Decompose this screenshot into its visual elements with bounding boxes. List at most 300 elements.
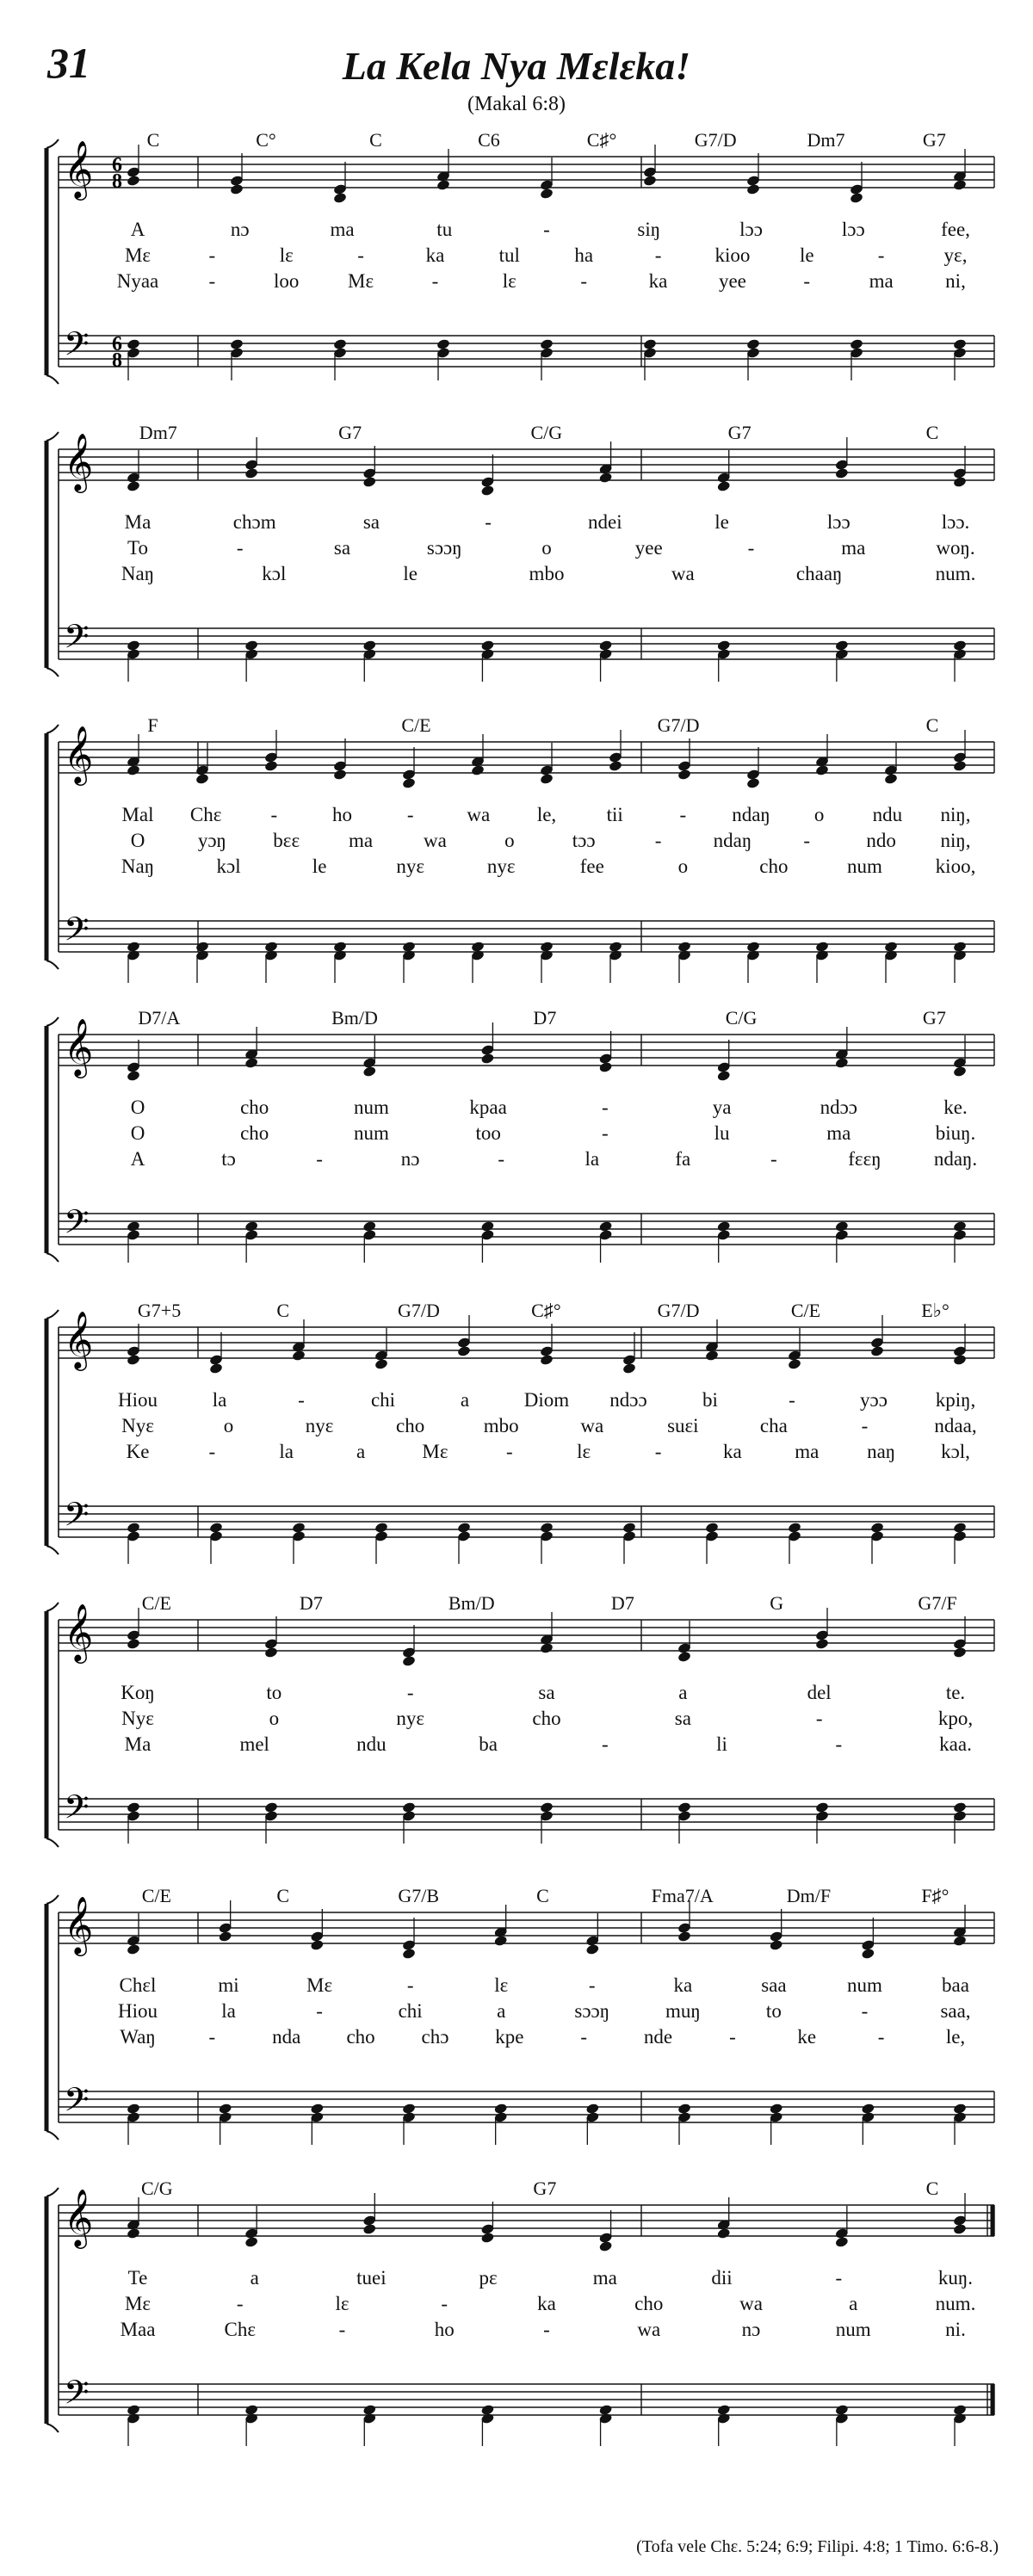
treble-notehead bbox=[716, 1070, 731, 1082]
lyric-syllable: To bbox=[127, 537, 148, 559]
chord-symbol: G7 bbox=[727, 422, 752, 443]
lyric-syllable: wa bbox=[637, 2319, 661, 2340]
treble-notehead bbox=[457, 1345, 472, 1357]
chord-symbol: C bbox=[276, 1885, 290, 1906]
lyric-hyphen: - bbox=[485, 511, 492, 533]
treble-notehead bbox=[264, 760, 279, 772]
lyric-syllable: nyɛ bbox=[486, 856, 516, 877]
chord-symbol: C bbox=[536, 1885, 549, 1906]
treble-notehead bbox=[953, 760, 968, 772]
lyric-syllable: la bbox=[279, 1441, 294, 1462]
lyric-syllable: mbo bbox=[483, 1415, 519, 1436]
lyric-verse-2 bbox=[0, 1122, 1033, 1148]
lyric-hyphen: - bbox=[338, 2319, 346, 2340]
scripture-reference: (Makal 6:8) bbox=[467, 93, 566, 115]
lyric-syllable: o bbox=[541, 537, 552, 559]
treble-notehead bbox=[835, 1057, 850, 1069]
lyric-syllable: ya bbox=[712, 1096, 732, 1118]
lyric-syllable: ni, bbox=[945, 270, 966, 292]
lyric-syllable: num. bbox=[935, 2293, 976, 2314]
treble-notehead bbox=[953, 2223, 968, 2235]
treble-clef-icon: 𝄞 bbox=[64, 1310, 94, 1368]
lyric-syllable: too bbox=[475, 1122, 501, 1144]
lyric-syllable: num. bbox=[935, 563, 976, 584]
score-system-5 bbox=[0, 1300, 1033, 1592]
lyric-syllable: ndɔɔ bbox=[820, 1096, 857, 1118]
lyric-hyphen: - bbox=[208, 244, 216, 266]
lyric-syllable: ma bbox=[826, 1122, 851, 1144]
lyric-syllable: lɔɔ bbox=[739, 219, 763, 240]
lyric-syllable: cho bbox=[759, 856, 789, 877]
treble-notehead bbox=[540, 773, 554, 785]
lyric-hyphen: - bbox=[208, 2026, 216, 2048]
lyric-hyphen: - bbox=[861, 1415, 869, 1436]
lyric-hyphen: - bbox=[835, 2267, 843, 2289]
lyric-syllable: tii bbox=[606, 804, 623, 825]
treble-notehead bbox=[716, 480, 731, 492]
lyric-syllable: woŋ. bbox=[936, 537, 975, 559]
lyric-syllable: Chɛ bbox=[224, 2319, 256, 2340]
lyric-hyphen: - bbox=[877, 244, 885, 266]
treble-notehead bbox=[609, 760, 623, 772]
lyric-syllable: niŋ, bbox=[940, 830, 971, 851]
chord-symbol: G7/D bbox=[397, 1300, 440, 1321]
lyric-hyphen: - bbox=[441, 2293, 448, 2314]
bracket-bottom-hook bbox=[46, 2131, 59, 2140]
lyric-verse-3 bbox=[0, 2319, 1033, 2344]
score-system-8 bbox=[0, 2178, 1033, 2470]
treble-notehead bbox=[884, 773, 899, 785]
lyric-syllable: num bbox=[353, 1096, 389, 1118]
lyric-syllable: nyɛ bbox=[396, 856, 424, 877]
treble-notehead bbox=[127, 175, 141, 187]
treble-notehead bbox=[218, 1930, 232, 1943]
lyric-syllable: O bbox=[130, 1096, 145, 1118]
lyric-hyphen: - bbox=[431, 270, 439, 292]
lyric-verse-1 bbox=[0, 1682, 1033, 1708]
chord-symbol: G7/D bbox=[657, 714, 700, 736]
lyric-syllable: lɛ bbox=[502, 270, 516, 292]
lyric-syllable: A bbox=[130, 1148, 145, 1170]
treble-notehead bbox=[402, 1948, 417, 1960]
treble-notehead bbox=[127, 764, 141, 776]
lyric-syllable: fee, bbox=[941, 219, 970, 240]
lyric-syllable: kpiŋ, bbox=[935, 1389, 976, 1411]
lyric-hyphen: - bbox=[877, 2026, 885, 2048]
lyric-syllable: wa bbox=[580, 1415, 604, 1436]
lyric-syllable: te. bbox=[945, 1682, 966, 1703]
lyric-syllable: bi bbox=[702, 1389, 718, 1411]
lyric-syllable: saa, bbox=[940, 2000, 971, 2022]
lyric-hyphen: - bbox=[208, 1441, 216, 1462]
lyric-syllable: tu bbox=[436, 219, 453, 240]
lyric-syllable: le bbox=[312, 856, 327, 877]
lyric-syllable: ndei bbox=[588, 511, 622, 533]
treble-notehead bbox=[643, 175, 658, 187]
bracket-bottom-hook bbox=[46, 2424, 59, 2432]
lyric-hyphen: - bbox=[357, 244, 364, 266]
lyric-hyphen: - bbox=[654, 1441, 662, 1462]
lyric-syllable: cha bbox=[759, 1415, 788, 1436]
lyric-syllable: num bbox=[353, 1122, 389, 1144]
bass-clef-icon: 𝄢 bbox=[64, 2373, 90, 2419]
chord-symbol: C/G bbox=[530, 422, 563, 443]
lyric-hyphen: - bbox=[602, 1096, 609, 1118]
lyric-hyphen: - bbox=[789, 1389, 795, 1411]
lyric-syllable: kaa. bbox=[939, 1733, 972, 1755]
lyric-syllable: ma bbox=[795, 1441, 820, 1462]
lyric-syllable: lu bbox=[714, 1122, 730, 1144]
lyric-syllable: le bbox=[403, 563, 418, 584]
treble-notehead bbox=[677, 1930, 692, 1943]
lyric-verse-1 bbox=[0, 1974, 1033, 2000]
lyric-syllable: ke. bbox=[943, 1096, 968, 1118]
lyric-syllable: ndɔɔ bbox=[609, 1389, 647, 1411]
lyric-syllable: Mɛ bbox=[348, 270, 374, 292]
lyric-verse-3 bbox=[0, 270, 1033, 296]
bracket-bottom-hook bbox=[46, 1838, 59, 1847]
hymn-header bbox=[0, 0, 1033, 120]
lyric-syllable: o bbox=[223, 1415, 234, 1436]
score-system-7 bbox=[0, 1885, 1033, 2178]
lyric-syllable: a bbox=[497, 2000, 506, 2022]
lyric-syllable: ni. bbox=[945, 2319, 966, 2340]
lyric-verse-2 bbox=[0, 1708, 1033, 1733]
bracket-top-hook bbox=[46, 1017, 59, 1026]
lyric-syllable: fee bbox=[579, 856, 604, 877]
lyric-syllable: sɔɔŋ bbox=[426, 537, 462, 559]
lyric-syllable: Naŋ bbox=[121, 563, 155, 584]
treble-notehead bbox=[835, 2236, 850, 2248]
lyric-syllable: kpo, bbox=[937, 1708, 974, 1729]
lyric-hyphen: - bbox=[236, 537, 244, 559]
lyric-syllable: ndaŋ bbox=[713, 830, 752, 851]
chord-symbol: G7 bbox=[922, 1007, 946, 1029]
lyric-syllable: yɔŋ bbox=[197, 830, 226, 851]
lyric-verse-3 bbox=[0, 2026, 1033, 2052]
lyric-syllable: sa bbox=[538, 1682, 555, 1703]
lyric-syllable: to bbox=[266, 1682, 282, 1703]
chord-symbol: C bbox=[369, 129, 382, 151]
lyric-syllable: sɔɔŋ bbox=[574, 2000, 610, 2022]
chord-symbol: F♯° bbox=[921, 1885, 949, 1906]
lyric-syllable: ndu bbox=[356, 1733, 387, 1755]
score-system-6 bbox=[0, 1592, 1033, 1885]
lyric-hyphen: - bbox=[543, 219, 550, 240]
lyric-syllable: ka bbox=[425, 244, 445, 266]
treble-notehead bbox=[953, 179, 968, 191]
chord-symbol: C♯° bbox=[531, 1300, 561, 1321]
treble-notehead bbox=[480, 485, 495, 497]
lyric-hyphen: - bbox=[815, 1708, 823, 1729]
lyric-verse-1 bbox=[0, 511, 1033, 537]
lyric-hyphen: - bbox=[770, 1148, 777, 1170]
treble-notehead bbox=[195, 773, 210, 785]
treble-notehead bbox=[746, 183, 761, 195]
treble-notehead bbox=[622, 1362, 637, 1374]
lyric-verse-2 bbox=[0, 2000, 1033, 2026]
treble-notehead bbox=[244, 1057, 259, 1069]
lyric-syllable: nyɛ bbox=[396, 1708, 424, 1729]
lyric-hyphen: - bbox=[654, 244, 662, 266]
chord-symbol: Dm/F bbox=[786, 1885, 832, 1906]
treble-notehead bbox=[471, 764, 486, 776]
bracket-bottom-hook bbox=[46, 375, 59, 384]
lyric-syllable: Hiou bbox=[118, 2000, 158, 2022]
treble-notehead bbox=[127, 1943, 141, 1955]
treble-clef-icon: 𝄞 bbox=[64, 1895, 94, 1954]
bass-clef-icon: 𝄢 bbox=[64, 910, 90, 956]
lyric-syllable: Maa bbox=[120, 2319, 156, 2340]
lyric-syllable: Ke bbox=[126, 1441, 150, 1462]
treble-notehead bbox=[127, 1638, 141, 1650]
lyric-hyphen: - bbox=[505, 1441, 513, 1462]
lyric-syllable: yee bbox=[634, 537, 663, 559]
hymn-title: La Kela Nya Mɛlɛka! bbox=[342, 44, 691, 88]
lyric-hyphen: - bbox=[543, 2319, 550, 2340]
treble-notehead bbox=[244, 2236, 259, 2248]
treble-notehead bbox=[861, 1948, 875, 1960]
treble-notehead bbox=[480, 2232, 495, 2244]
treble-clef-icon: 𝄞 bbox=[64, 2188, 94, 2246]
score-system-2 bbox=[0, 422, 1033, 714]
lyric-syllable: pɛ bbox=[479, 2267, 498, 2289]
lyric-syllable: Chɛl bbox=[119, 1974, 157, 1996]
lyric-syllable: Diom bbox=[523, 1389, 570, 1411]
chord-symbol: Fma7/A bbox=[651, 1885, 714, 1906]
score-system-3 bbox=[0, 714, 1033, 1007]
treble-clef-icon: 𝄞 bbox=[64, 139, 94, 198]
chord-symbol: C/E bbox=[141, 1885, 171, 1906]
treble-notehead bbox=[953, 1066, 968, 1078]
lyric-hyphen: - bbox=[236, 2293, 244, 2314]
chord-symbol: G7+5 bbox=[137, 1300, 182, 1321]
lyric-syllable: nde bbox=[643, 2026, 673, 2048]
treble-notehead bbox=[540, 188, 554, 200]
lyric-syllable: cho bbox=[346, 2026, 375, 2048]
lyric-verse-2 bbox=[0, 537, 1033, 563]
chord-symbol: C/E bbox=[401, 714, 431, 736]
bracket-top-hook bbox=[46, 2188, 59, 2196]
lyric-hyphen: - bbox=[861, 2000, 869, 2022]
treble-notehead bbox=[362, 2223, 377, 2235]
lyric-syllable: kpaa bbox=[469, 1096, 507, 1118]
lyric-syllable: ka bbox=[723, 1441, 742, 1462]
lyric-syllable: ho bbox=[434, 2319, 455, 2340]
chord-symbol: Bm/D bbox=[331, 1007, 378, 1029]
lyric-syllable: le bbox=[714, 511, 729, 533]
treble-notehead bbox=[402, 777, 417, 789]
lyric-syllable: chaaŋ bbox=[795, 563, 843, 584]
lyric-syllable: sa bbox=[333, 537, 351, 559]
lyric-syllable: le, bbox=[536, 804, 557, 825]
treble-notehead bbox=[598, 2240, 613, 2252]
lyric-syllable: sa bbox=[362, 511, 380, 533]
lyric-syllable: ma bbox=[592, 2267, 617, 2289]
lyric-syllable: kioo, bbox=[935, 856, 976, 877]
lyric-hyphen: - bbox=[580, 270, 588, 292]
chord-symbol: G7/B bbox=[398, 1885, 440, 1906]
lyric-hyphen: - bbox=[729, 2026, 736, 2048]
lyric-hyphen: - bbox=[679, 804, 687, 825]
lyric-verse-2 bbox=[0, 244, 1033, 270]
lyric-syllable: Mɛ bbox=[124, 2293, 152, 2314]
bracket-bottom-hook bbox=[46, 1253, 59, 1262]
lyric-syllable: la bbox=[212, 1389, 227, 1411]
lyric-verse-3 bbox=[0, 1148, 1033, 1174]
lyric-syllable: naŋ bbox=[867, 1441, 896, 1462]
chord-symbol: Dm7 bbox=[807, 129, 845, 151]
lyric-syllable: kɔl, bbox=[941, 1441, 970, 1462]
treble-notehead bbox=[953, 1935, 968, 1947]
lyric-syllable: Ma bbox=[124, 511, 152, 533]
bass-clef-icon: 𝄢 bbox=[64, 1202, 90, 1249]
bracket-bottom-hook bbox=[46, 961, 59, 969]
lyric-syllable: nyɛ bbox=[305, 1415, 334, 1436]
lyric-syllable: Mɛ bbox=[124, 244, 152, 266]
lyric-syllable: Mal bbox=[121, 804, 154, 825]
lyric-syllable: yee bbox=[718, 270, 746, 292]
treble-notehead bbox=[870, 1345, 885, 1357]
lyric-syllable: Naŋ bbox=[121, 856, 155, 877]
lyric-verse-1 bbox=[0, 2267, 1033, 2293]
treble-notehead bbox=[362, 476, 377, 488]
bracket-bottom-hook bbox=[46, 1546, 59, 1554]
lyric-hyphen: - bbox=[406, 1682, 414, 1703]
bracket-bottom-hook bbox=[46, 668, 59, 676]
treble-notehead bbox=[127, 1070, 141, 1082]
lyric-syllable: Nyaa bbox=[116, 270, 159, 292]
treble-notehead bbox=[953, 1646, 968, 1659]
lyric-hyphen: - bbox=[498, 1148, 505, 1170]
lyric-syllable: chi bbox=[370, 1389, 396, 1411]
lyric-hyphen: - bbox=[835, 1733, 843, 1755]
lyric-syllable: ka bbox=[537, 2293, 556, 2314]
lyric-syllable: ka bbox=[648, 270, 668, 292]
lyric-hyphen: - bbox=[316, 2000, 323, 2022]
lyric-syllable: num bbox=[835, 2319, 871, 2340]
lyric-syllable: saa bbox=[761, 1974, 787, 1996]
lyric-syllable: a bbox=[678, 1682, 688, 1703]
lyric-verse-1 bbox=[0, 219, 1033, 244]
lyric-hyphen: - bbox=[747, 537, 755, 559]
lyric-syllable: mi bbox=[218, 1974, 239, 1996]
treble-clef-icon: 𝄞 bbox=[64, 1017, 94, 1076]
lyric-syllable: tɔɔ bbox=[572, 830, 596, 851]
lyric-syllable: kpe bbox=[495, 2026, 524, 2048]
treble-notehead bbox=[835, 467, 850, 479]
chord-symbol: C/E bbox=[790, 1300, 821, 1321]
lyric-syllable: A bbox=[130, 219, 145, 240]
treble-notehead bbox=[540, 1354, 554, 1366]
lyric-syllable: le, bbox=[945, 2026, 966, 2048]
treble-notehead bbox=[292, 1350, 306, 1362]
time-signature-denominator: 8 bbox=[112, 170, 122, 193]
lyric-syllable: ndaa, bbox=[934, 1415, 977, 1436]
lyric-syllable: Hiou bbox=[118, 1389, 158, 1411]
lyric-syllable: kɔl bbox=[262, 563, 287, 584]
lyric-syllable: ma bbox=[330, 219, 355, 240]
lyric-syllable: Waŋ bbox=[120, 2026, 156, 2048]
chord-symbol: G bbox=[770, 1592, 784, 1614]
lyric-syllable: ha bbox=[574, 244, 594, 266]
lyric-syllable: lɛ bbox=[494, 1974, 509, 1996]
lyric-syllable: lɔɔ bbox=[826, 511, 851, 533]
lyric-hyphen: - bbox=[580, 2026, 588, 2048]
treble-notehead bbox=[746, 777, 761, 789]
treble-notehead bbox=[310, 1939, 325, 1951]
treble-notehead bbox=[402, 1655, 417, 1667]
chord-symbol: C6 bbox=[478, 129, 500, 151]
lyric-syllable: biuŋ. bbox=[935, 1122, 976, 1144]
chord-symbol: G7/F bbox=[918, 1592, 957, 1614]
lyric-syllable: baa bbox=[942, 1974, 969, 1996]
treble-notehead bbox=[127, 2227, 141, 2239]
lyric-syllable: yɔɔ bbox=[860, 1389, 888, 1411]
chord-symbol: C/G bbox=[140, 2178, 173, 2199]
lyric-syllable: kioo bbox=[714, 244, 751, 266]
lyric-verse-3 bbox=[0, 1441, 1033, 1467]
lyric-syllable: num bbox=[846, 1974, 882, 1996]
bass-clef-icon: 𝄢 bbox=[64, 324, 90, 371]
treble-notehead bbox=[716, 2227, 731, 2239]
treble-notehead bbox=[333, 192, 348, 204]
bass-clef-icon: 𝄢 bbox=[64, 1788, 90, 1834]
lyric-syllable: ma bbox=[841, 537, 866, 559]
lyric-syllable: lɛ bbox=[335, 2293, 349, 2314]
treble-notehead bbox=[264, 1646, 279, 1659]
chord-symbol: C bbox=[146, 129, 160, 151]
lyric-syllable: num bbox=[846, 856, 882, 877]
bass-clef-icon: 𝄢 bbox=[64, 2080, 90, 2127]
lyric-syllable: o bbox=[677, 856, 689, 877]
lyric-syllable: muŋ bbox=[665, 2000, 701, 2022]
lyric-syllable: fa bbox=[675, 1148, 691, 1170]
lyric-syllable: lɔɔ. bbox=[941, 511, 970, 533]
treble-notehead bbox=[677, 1651, 692, 1663]
bass-clef-icon: 𝄢 bbox=[64, 617, 90, 664]
treble-notehead bbox=[788, 1358, 802, 1370]
lyric-syllable: o bbox=[504, 830, 515, 851]
chord-symbol: C° bbox=[256, 129, 276, 151]
lyric-syllable: ke bbox=[797, 2026, 817, 2048]
treble-notehead bbox=[953, 1354, 968, 1366]
lyric-syllable: Chɛ bbox=[189, 804, 222, 825]
lyric-syllable: Mɛ bbox=[422, 1441, 448, 1462]
lyric-hyphen: - bbox=[298, 1389, 305, 1411]
treble-notehead bbox=[362, 1066, 377, 1078]
chord-symbol: C bbox=[276, 1300, 290, 1321]
lyric-syllable: chɔ bbox=[421, 2026, 449, 2048]
chord-symbol: G7/D bbox=[694, 129, 737, 151]
lyric-hyphen: - bbox=[654, 830, 662, 851]
chord-symbol: Dm7 bbox=[139, 422, 177, 443]
lyric-syllable: a bbox=[849, 2293, 858, 2314]
lyric-syllable: nɔ bbox=[230, 219, 250, 240]
lyric-syllable: cho bbox=[396, 1415, 425, 1436]
lyric-syllable: lɔɔ bbox=[841, 219, 865, 240]
lyric-syllable: wa bbox=[424, 830, 447, 851]
lyric-syllable: cho bbox=[240, 1096, 269, 1118]
lyric-hyphen: - bbox=[406, 804, 414, 825]
treble-notehead bbox=[333, 769, 348, 781]
chord-symbol: G7/D bbox=[657, 1300, 700, 1321]
chord-symbol: C/G bbox=[725, 1007, 758, 1029]
time-signature-numerator: 6 bbox=[112, 333, 122, 355]
lyric-syllable: cho bbox=[634, 2293, 664, 2314]
treble-notehead bbox=[705, 1350, 720, 1362]
score-system-4 bbox=[0, 1007, 1033, 1300]
